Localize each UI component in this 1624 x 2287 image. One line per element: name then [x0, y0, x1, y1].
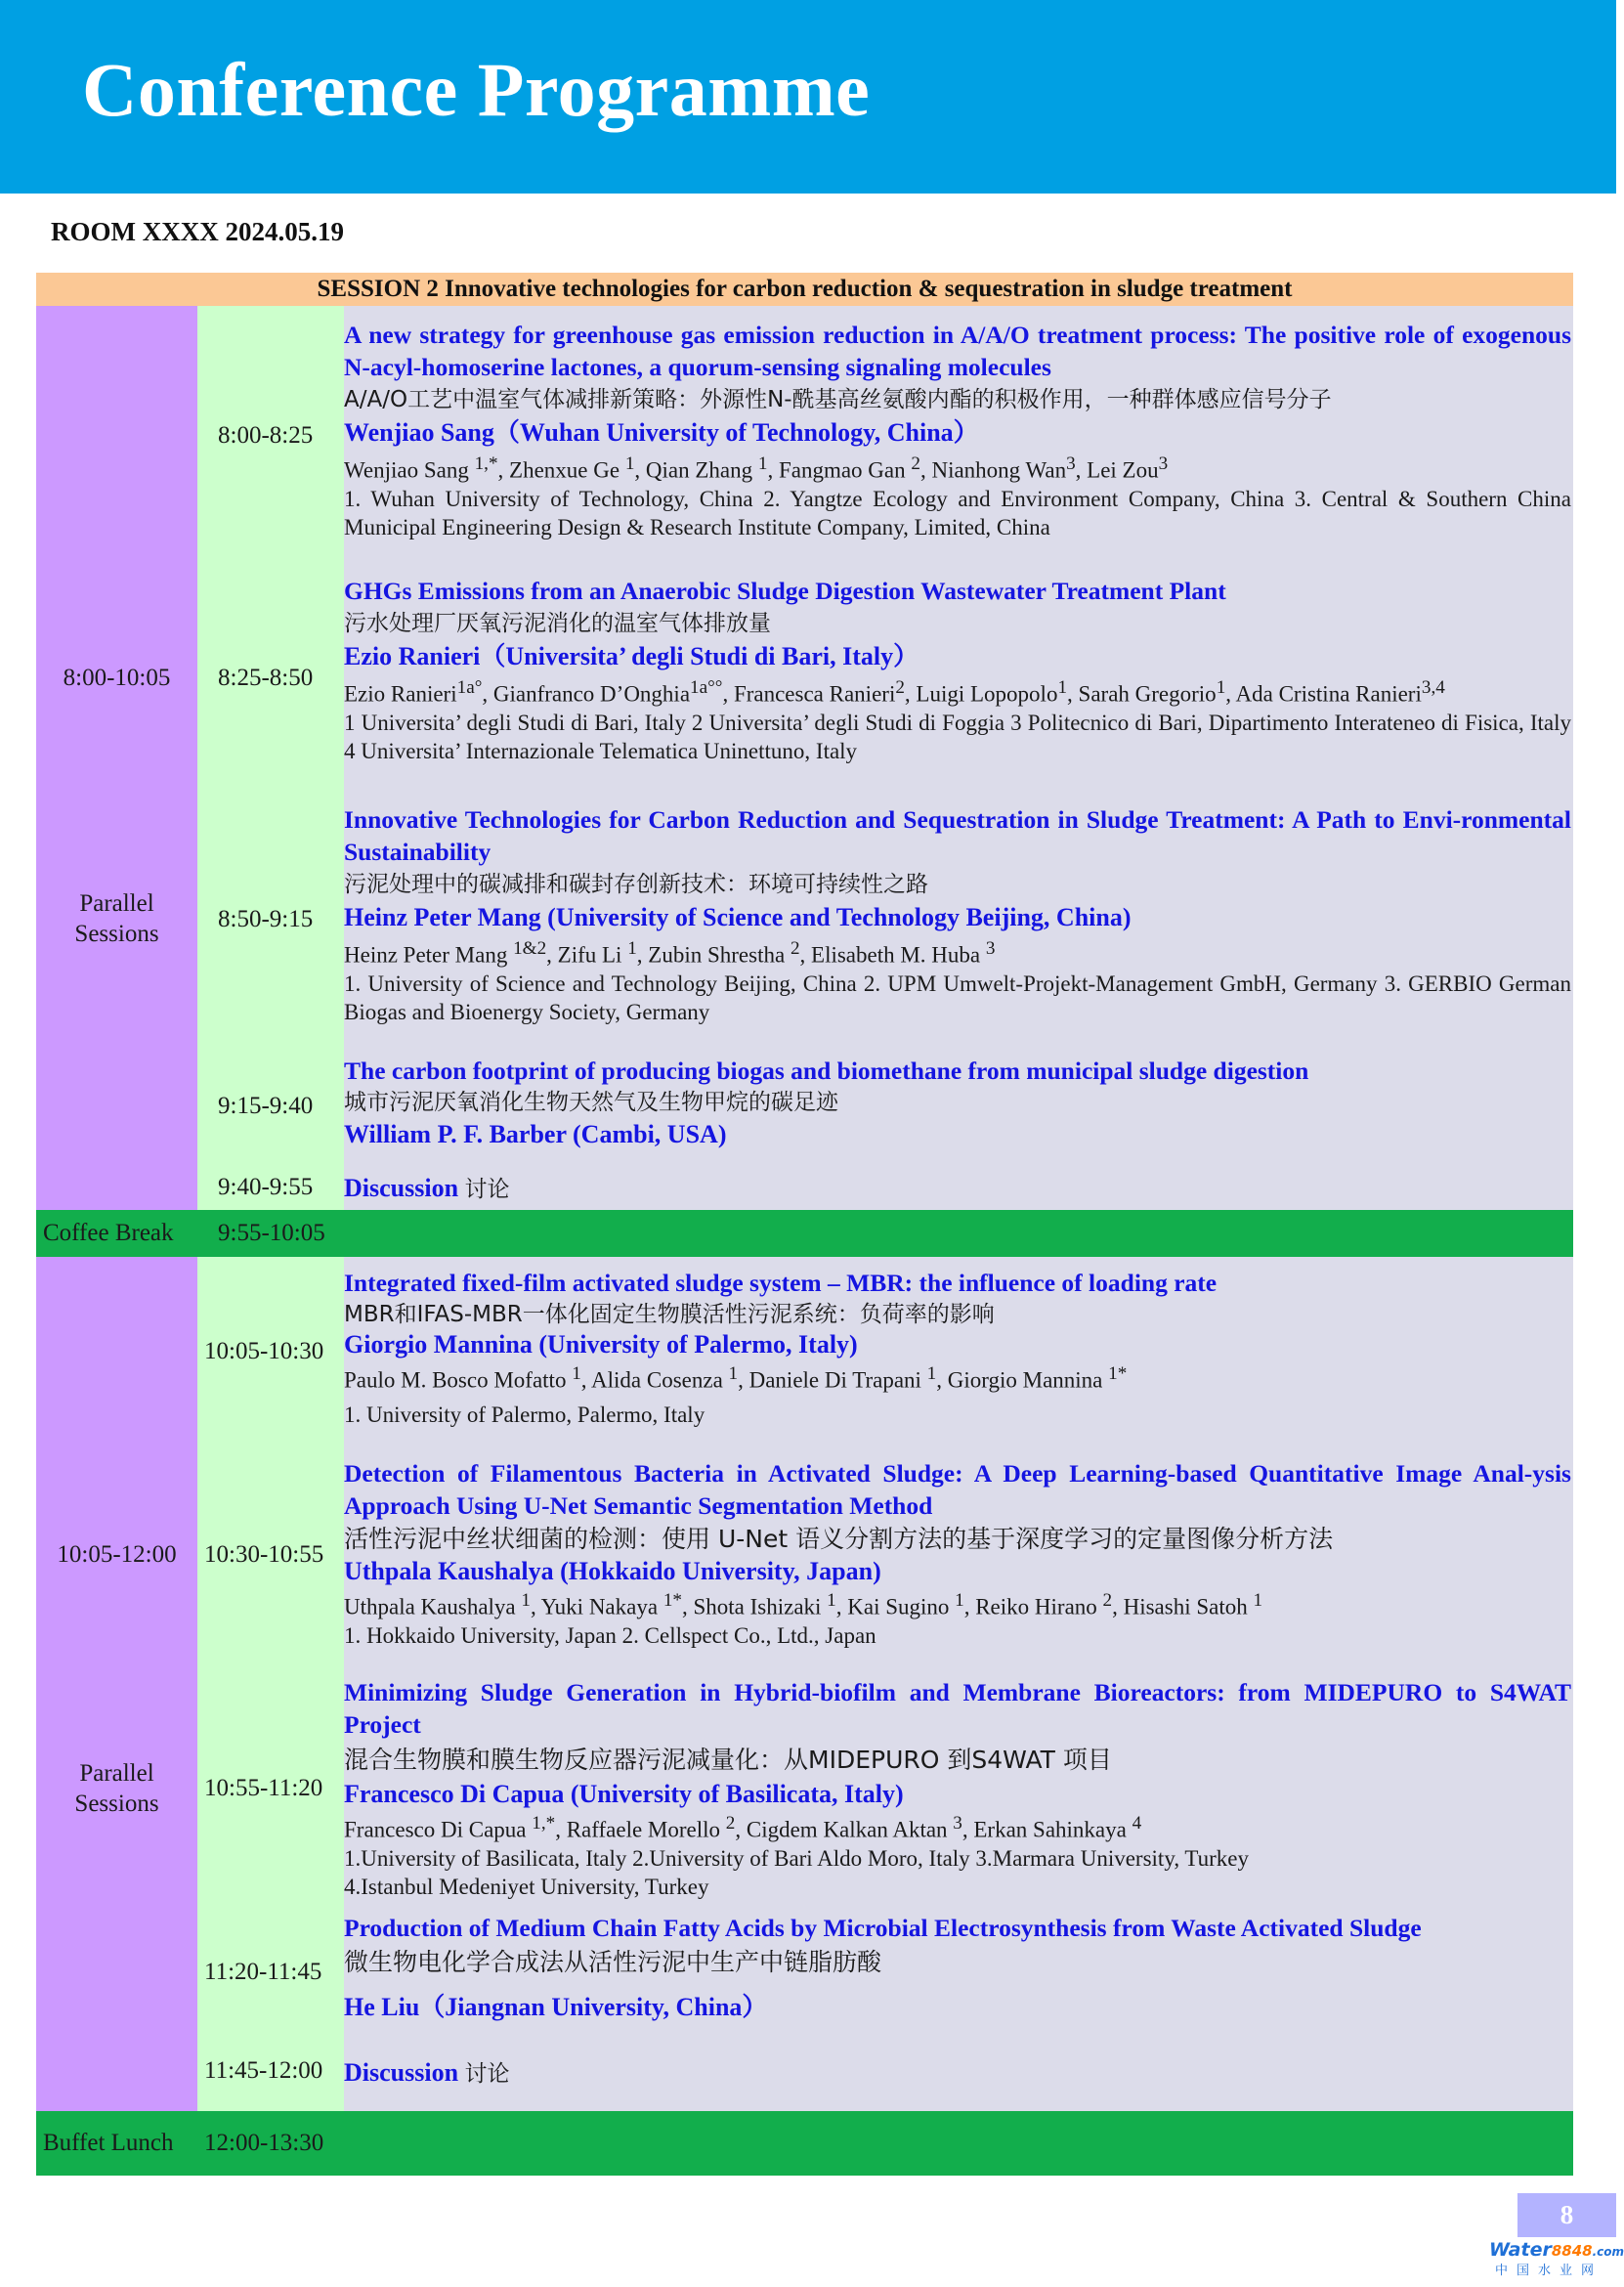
talk	[344, 319, 1571, 541]
talk-speaker: Heinz Peter Mang (University of Science and Technology Beijing, China)	[344, 903, 1132, 931]
room-date: ROOM XXXX 2024.05.19	[51, 217, 344, 246]
talk-authors: Wenjiao Sang $^{1,*}$, Zhenxue Ge $^1$, Qian Zhang $^1$, Fangmao Gan $^2$, Nianhong Wan$^3$, Lei Zou$^3$	[344, 453, 1169, 483]
discussion	[344, 1172, 1571, 1206]
talk-title: Detection of Filamentous Bacteria in Activated Sludge: A Deep Learning-based Quantitative Image Anal-ysis Approach Using U-Net Semantic Segmentation Method	[344, 1459, 1571, 1520]
talk-speaker: William P. F. Barber (Cambi, USA)	[344, 1120, 727, 1148]
discussion-label: Discussion	[344, 2058, 459, 2087]
talk	[344, 803, 1571, 1026]
slot-time: 10:30-10:55	[204, 1541, 324, 1568]
talk	[344, 1267, 1571, 1429]
talk-speaker: Giorgio Mannina (University of Palermo, Italy)	[344, 1330, 858, 1359]
block2-label: Parallel Sessions	[74, 1760, 159, 1817]
talk-affiliations: 1. University of Palermo, Palermo, Italy	[344, 1402, 705, 1427]
talk-title: Integrated fixed-film activated sludge system – MBR: the influence of loading rate	[344, 1269, 1218, 1297]
talk-affiliations: 1. Wuhan University of Technology, China 2. Yangtze Ecology and Environment Company, China 3. Central & Southern China Municipal Engineering Design & Research Institute Company, Limited, China	[344, 486, 1571, 539]
talk-speaker: Wenjiao Sang（Wuhan University of Technology, China）	[344, 418, 979, 447]
talk-title: A new strategy for greenhouse gas emission reduction in A/A/O treatment process: The positive role of exogenous N-acyl-homoserine lactones, a quorum-sensing signaling molecules	[344, 321, 1571, 381]
talk-title-cn: 城市污泥厌氧消化生物天然气及生物甲烷的碳足迹	[344, 1090, 838, 1115]
talk-title: Innovative Technologies for Carbon Reduction and Sequestration in Sludge Treatment: A Path to Envi-ronmental Sustainability	[344, 805, 1571, 866]
lunch-time: 12:00-13:30	[204, 2130, 324, 2156]
talk-title-cn: A/A/O工艺中温室气体减排新策略：外源性N-酰基高丝氨酸内酯的积极作用，一种群体感应信号分子	[344, 387, 1332, 412]
slot-time: 9:40-9:55	[218, 1174, 314, 1200]
talk	[344, 1055, 1571, 1151]
talk-title-cn: 污泥处理中的碳减排和碳封存创新技术：环境可持续性之路	[344, 872, 928, 897]
talk-affiliations: 1. University of Science and Technology Beijing, China 2. UPM Umwelt-Projekt-Management GmbH, Germany 3. GERBIO German Biogas and Bioenergy Society, Germany	[344, 971, 1571, 1024]
talk-affiliations-2: 4.Istanbul Medeniyet University, Turkey	[344, 1874, 709, 1899]
talk-affiliations: 1. Hokkaido University, Japan 2. Cellspect Co., Ltd., Japan	[344, 1622, 876, 1648]
talk	[344, 575, 1571, 765]
talk-speaker: Francesco Di Capua (University of Basilicata, Italy)	[344, 1780, 904, 1808]
slot-time: 9:15-9:40	[218, 1093, 314, 1119]
talk	[344, 1457, 1571, 1650]
talk-affiliations: 1.University of Basilicata, Italy 2.University of Bari Aldo Moro, Italy 3.Marmara University, Turkey	[344, 1845, 1250, 1871]
talk	[344, 1676, 1571, 1901]
discussion-label-cn: 讨论	[464, 2061, 510, 2087]
slot-time: 8:25-8:50	[218, 665, 314, 691]
talk-authors: Francesco Di Capua $^{1,*}$, Raffaele Morello $^2$, Cigdem Kalkan Aktan $^3$, Erkan Sahinkaya $^4$	[344, 1813, 1142, 1842]
talk-authors: Heinz Peter Mang $^{1\&2}$, Zifu Li $^1$, Zubin Shrestha $^2$, Elisabeth M. Huba $^3$	[344, 938, 996, 968]
lunch-label: Buffet Lunch	[43, 2130, 174, 2156]
block2-time-column	[36, 1257, 197, 2111]
block1-time: 8:00-10:05	[63, 665, 171, 691]
header-banner	[0, 0, 1616, 194]
page-number: 8	[1517, 2193, 1616, 2237]
coffee-break-label: Coffee Break	[43, 1220, 174, 1246]
water8848-logo: Water8848.com 中国水业网	[1489, 2239, 1624, 2278]
talk-title: Production of Medium Chain Fatty Acids by Microbial Electrosynthesis from Waste Activated Sludge	[344, 1914, 1422, 1942]
slot-time: 11:45-12:00	[204, 2057, 323, 2084]
talk-affiliations: 1 Universita’ degli Studi di Bari, Italy 2 Universita’ degli Studi di Foggia 3 Politecnico di Bari, Dipartimento Interateneo di Fisica, Italy 4 Universita’ Internazionale Telematica Uninettuno, Italy	[344, 710, 1571, 763]
page-title: Conference Programme	[82, 47, 871, 132]
talk-title-cn: MBR和IFAS-MBR一体化固定生物膜活性污泥系统：负荷率的影响	[344, 1302, 995, 1327]
block1-label: Parallel Sessions	[74, 890, 159, 947]
discussion-label-cn: 讨论	[464, 1177, 510, 1202]
discussion	[344, 2056, 1571, 2091]
slot-time: 10:05-10:30	[204, 1338, 324, 1364]
slot-time: 11:20-11:45	[204, 1959, 322, 1985]
talk-authors: Paulo M. Bosco Mofatto $^1$, Alida Cosenza $^1$, Daniele Di Trapani $^1$, Giorgio Mannina $^{1*}$	[344, 1363, 1128, 1393]
talk-title-cn: 微生物电化学合成法从活性污泥中生产中链脂肪酸	[344, 1948, 882, 1976]
talk-title: Minimizing Sludge Generation in Hybrid-biofilm and Membrane Bioreactors: from MIDEPURO to S4WAT Project	[344, 1678, 1571, 1739]
talk-title-cn: 污水处理厂厌氧污泥消化的温室气体排放量	[344, 611, 771, 636]
block2-time: 10:05-12:00	[57, 1541, 177, 1568]
slot-time: 10:55-11:20	[204, 1775, 323, 1801]
talk-title-cn: 混合生物膜和膜生物反应器污泥减量化：从MIDEPURO 到S4WAT 项目	[344, 1746, 1112, 1774]
slot-time: 8:00-8:25	[218, 422, 314, 449]
discussion-label: Discussion	[344, 1174, 459, 1202]
talk-speaker: He Liu（Jiangnan University, China）	[344, 1993, 768, 2021]
block1-time-column	[36, 306, 197, 1210]
talk-title: GHGs Emissions from an Anaerobic Sludge Digestion Wastewater Treatment Plant	[344, 577, 1226, 605]
talk-authors: Ezio Ranieri$^{1a^\circ}$, Gianfranco D’Onghia$^{1a^\circ^\circ}$, Francesca Ranieri$^2$, Luigi Lopopolo$^1$, Sarah Gregorio$^1$, Ada Cristina Ranieri$^{3,4}$	[344, 677, 1445, 707]
talk-title-cn: 活性污泥中丝状细菌的检测：使用 U-Net 语义分割方法的基于深度学习的定量图像分析方法	[344, 1525, 1334, 1553]
session-header: SESSION 2 Innovative technologies for carbon reduction & sequestration in sludge treatment	[36, 273, 1573, 306]
talk	[344, 1912, 1571, 2024]
talk-authors: Uthpala Kaushalya $^1$, Yuki Nakaya $^{1*}$, Shota Ishizaki $^1$, Kai Sugino $^1$, Reiko Hirano $^2$, Hisashi Satoh $^1$	[344, 1590, 1263, 1619]
slot-time: 8:50-9:15	[218, 906, 314, 932]
talk-speaker: Ezio Ranieri（Universita’ degli Studi di Bari, Italy）	[344, 642, 919, 670]
talk-title: The carbon footprint of producing biogas and biomethane from municipal sludge digestion	[344, 1057, 1309, 1085]
talk-speaker: Uthpala Kaushalya (Hokkaido University, Japan)	[344, 1557, 881, 1585]
coffee-break-time: 9:55-10:05	[218, 1220, 325, 1246]
